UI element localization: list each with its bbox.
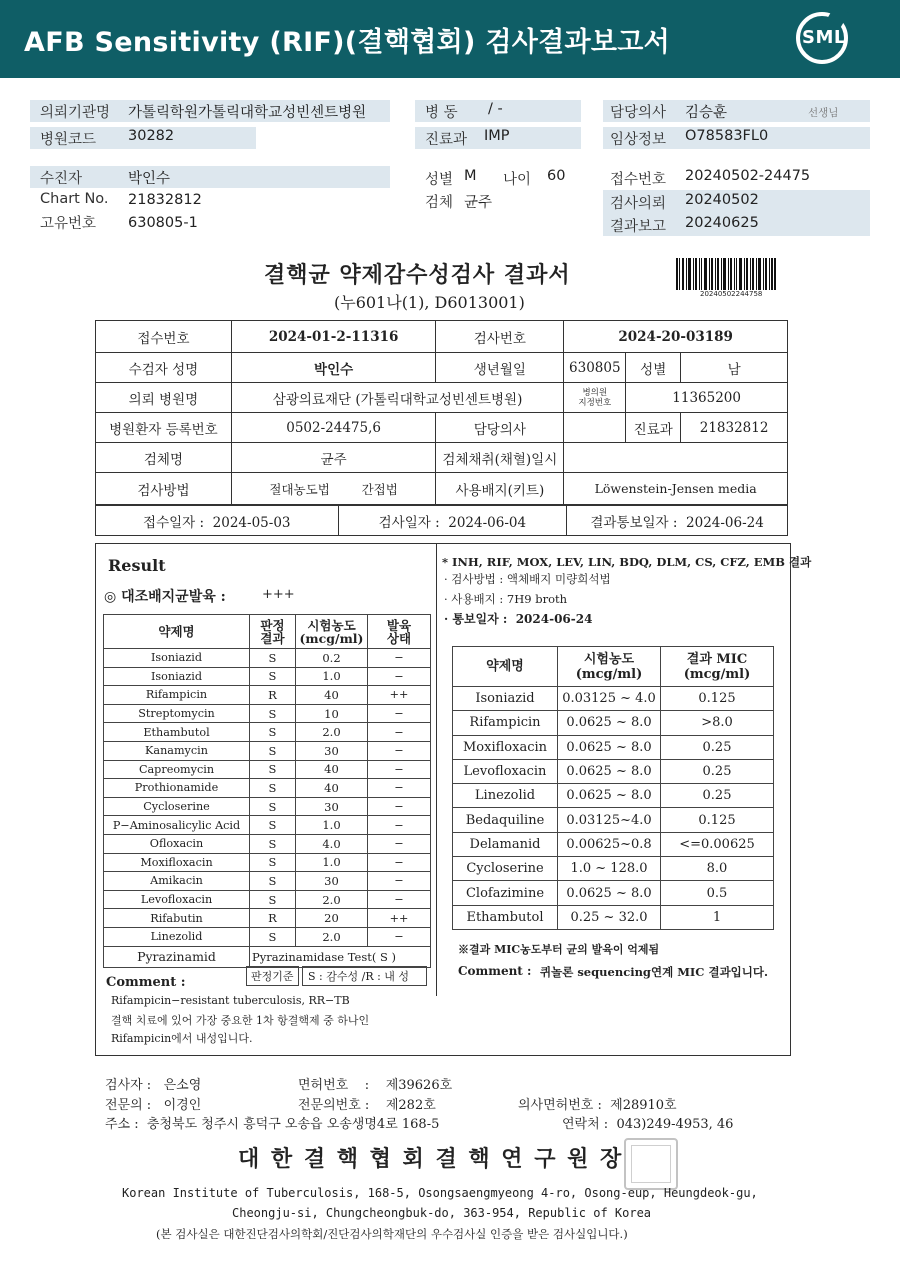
form-method-label: 검사방법: [96, 473, 232, 505]
drug-name: Capreomycin: [104, 760, 250, 779]
drug-row: [104, 741, 431, 760]
doctor-label: 담당의사: [610, 105, 667, 121]
drug-name: Rifampicin: [104, 686, 250, 705]
institution-label: 의뢰기관명: [40, 105, 111, 121]
mic-result: >8.0: [661, 711, 774, 735]
form-receipt-label: 접수번호: [96, 321, 232, 353]
form-name-label: 수검자 성명: [96, 353, 232, 383]
drug-concentration: 1.0: [296, 816, 368, 835]
drug-judgement: S: [250, 890, 296, 909]
drug-name: Isoniazid: [104, 667, 250, 686]
specialist-number: 전문의번호 : 제282호: [298, 1098, 436, 1113]
drug-growth: −: [368, 704, 431, 723]
drug-name: Ethambutol: [104, 723, 250, 742]
drug-judgement: S: [250, 667, 296, 686]
ward-label: 병 동: [425, 105, 458, 121]
drug-row: [104, 872, 431, 891]
receipt-value: 20240502-24475: [685, 168, 811, 184]
logo-text: SML: [802, 27, 846, 48]
drug-row: [104, 909, 431, 928]
drug-row: [104, 816, 431, 835]
form-reg-value: 0502-24475,6: [231, 413, 436, 443]
institute-english-2: Cheongju-si, Chungcheongbuk-do, 363-954, Republic of Korea: [232, 1206, 652, 1220]
form-exam-label: 검사번호: [436, 321, 564, 353]
specimen-label: 검체: [425, 195, 454, 211]
official-seal-icon: [624, 1138, 678, 1190]
chart-value: 21832812: [128, 192, 202, 208]
drug-growth: −: [368, 816, 431, 835]
mic-drug-name: Clofazimine: [453, 881, 558, 905]
clinical-label: 임상정보: [610, 132, 667, 148]
institute-korean: 대 한 결 핵 협 회 결 핵 연 구 원 장: [238, 1146, 624, 1172]
drug-judgement: R: [250, 909, 296, 928]
drug-concentration: 30: [296, 741, 368, 760]
drug-concentration: 40: [296, 779, 368, 798]
barcode-icon: [676, 258, 776, 290]
drug-growth: −: [368, 741, 431, 760]
drug-row: [104, 927, 431, 946]
mic-drug-name: Linezolid: [453, 784, 558, 808]
mic-test-range: 0.0625 ~ 8.0: [558, 711, 661, 735]
report-title: AFB Sensitivity (RIF)(결핵협회) 검사결과보고서: [24, 27, 670, 58]
unique-value: 630805-1: [128, 215, 198, 231]
drug-concentration: 30: [296, 872, 368, 891]
drug-table-header: 약제명 판정 결과 시험농도 (mcg/ml) 발육 상태: [104, 615, 431, 649]
drug-judgement: R: [250, 686, 296, 705]
mic-test-range: 0.0625 ~ 8.0: [558, 759, 661, 783]
mic-drug-name: Ethambutol: [453, 905, 558, 929]
specialist: 전문의 : 이경인: [105, 1098, 202, 1113]
institution-value: 가톨릭학원가톨릭대학교성빈센트병원: [128, 105, 367, 121]
chart-label: Chart No.: [40, 191, 109, 207]
drug-row: [104, 649, 431, 668]
mic-result: 0.25: [661, 784, 774, 808]
drug-growth: −: [368, 890, 431, 909]
sml-logo: [796, 12, 852, 68]
comment-line-1: Rifampicin−resistant tuberculosis, RR−TB: [111, 994, 350, 1007]
mic-test-range: 0.0625 ~ 8.0: [558, 881, 661, 905]
mic-result: 0.25: [661, 759, 774, 783]
drug-growth: ++: [368, 686, 431, 705]
drug-judgement: S: [250, 927, 296, 946]
drug-name: Isoniazid: [104, 649, 250, 668]
drug-judgement: S: [250, 853, 296, 872]
comment-label: Comment :: [106, 975, 186, 990]
drug-judgement: S: [250, 723, 296, 742]
drug-row: [104, 760, 431, 779]
drug-susceptibility-table: [103, 614, 431, 968]
drug-growth: −: [368, 649, 431, 668]
growth-value: +++: [262, 587, 295, 602]
drug-concentration: 2.0: [296, 723, 368, 742]
drug-judgement: S: [250, 872, 296, 891]
drug-judgement: S: [250, 779, 296, 798]
specimen-value: 균주: [464, 195, 493, 211]
mic-drug-name: Cycloserine: [453, 857, 558, 881]
drug-concentration: 2.0: [296, 890, 368, 909]
certification-note: (본 검사실은 대한진단검사의학회/진단검사의학재단의 우수검사실 인증을 받은 검사실입니다.): [156, 1227, 628, 1241]
form-doctor-value: [564, 413, 626, 443]
doctor-title: 선생님: [808, 107, 839, 119]
drug-row: [104, 797, 431, 816]
drug-judgement: S: [250, 704, 296, 723]
drug-growth: −: [368, 779, 431, 798]
receipt-label: 접수번호: [610, 172, 667, 188]
drug-row: [104, 890, 431, 909]
mic-test-range: 0.03125 ~ 4.0: [558, 687, 661, 711]
mic-row: [453, 687, 774, 711]
drug-concentration: 1.0: [296, 667, 368, 686]
drug-judgement: S: [250, 834, 296, 853]
criteria-label: 판정기준: [246, 966, 299, 986]
form-specimen-value: 균주: [231, 443, 436, 473]
drug-growth: −: [368, 927, 431, 946]
mic-drug-name: Bedaquiline: [453, 808, 558, 832]
mic-test-range: 0.0625 ~ 8.0: [558, 784, 661, 808]
drug-growth: −: [368, 797, 431, 816]
doctor-license: 의사면허번호 : 제28910호: [518, 1098, 677, 1113]
mic-table-header: 약제명 시험농도 (mcg/ml) 결과 MIC (mcg/ml): [453, 647, 774, 687]
form-collect-value: [564, 443, 788, 473]
request-label: 검사의뢰: [610, 196, 667, 212]
form-receipt-value: 2024-01-2-11316: [231, 321, 436, 353]
drug-name: Kanamycin: [104, 741, 250, 760]
mic-test-range: 0.0625 ~ 8.0: [558, 735, 661, 759]
form-designated-label: 병의원 지정번호: [564, 383, 626, 413]
form-reg-label: 병원환자 등록번호: [96, 413, 232, 443]
mic-drug-name: Delamanid: [453, 832, 558, 856]
date-row-table: [95, 505, 788, 536]
drug-concentration: 4.0: [296, 834, 368, 853]
drug-growth: −: [368, 853, 431, 872]
mic-drug-name: Rifampicin: [453, 711, 558, 735]
mic-drug-name: Levofloxacin: [453, 759, 558, 783]
dept-label: 진료과: [425, 132, 468, 148]
mic-result: 0.25: [661, 735, 774, 759]
drug-concentration: 0.2: [296, 649, 368, 668]
hospital-code-value: 30282: [128, 128, 175, 144]
result-title: Result: [108, 556, 166, 575]
comment-line-2: 결핵 치료에 있어 가장 중요한 1차 항결핵제 중 하나인: [111, 1014, 370, 1027]
age-value: 60: [547, 168, 566, 184]
drug-growth: −: [368, 760, 431, 779]
drug-row: [104, 723, 431, 742]
mic-test-range: 0.00625~0.8: [558, 832, 661, 856]
criteria-value: S : 감수성 /R : 내 성: [302, 966, 427, 986]
form-media-label: 사용배지(키트): [436, 473, 564, 505]
mic-table: [452, 646, 774, 930]
pza-name: Pyrazinamid: [104, 946, 250, 967]
drug-growth: −: [368, 872, 431, 891]
report-value: 20240625: [685, 215, 759, 231]
drug-name: P−Aminosalicylic Acid: [104, 816, 250, 835]
drug-judgement: S: [250, 741, 296, 760]
form-doctor-label: 담당의사: [436, 413, 564, 443]
drug-growth: ++: [368, 909, 431, 928]
drug-name: Ofloxacin: [104, 834, 250, 853]
form-sex-label: 성별: [626, 353, 681, 383]
form-method-value: 절대농도법 간접법: [231, 473, 436, 505]
form-dept-value: 21832812: [681, 413, 788, 443]
mic-notice: · 통보일자 : 2024-06-24: [444, 612, 593, 626]
doc-title: 결핵균 약제감수성검사 결과서: [264, 262, 571, 288]
mic-row: [453, 808, 774, 832]
patient-label: 수진자: [40, 171, 83, 187]
form-media-value: Löwenstein-Jensen media: [564, 473, 788, 505]
unique-label: 고유번호: [40, 216, 97, 232]
drug-name: Streptomycin: [104, 704, 250, 723]
mic-result: <=0.00625: [661, 832, 774, 856]
drug-name: Moxifloxacin: [104, 853, 250, 872]
drug-name: Prothionamide: [104, 779, 250, 798]
clinical-value: O78583FL0: [685, 128, 769, 144]
mic-comment-label: Comment :: [458, 964, 532, 978]
mic-note: ※결과 MIC농도부터 균의 발육이 억제됨: [458, 943, 660, 956]
drug-name: Cycloserine: [104, 797, 250, 816]
drug-row: [104, 686, 431, 705]
sex-value: M: [464, 168, 477, 184]
form-exam-date: 검사일자 : 2024-06-04: [338, 506, 567, 536]
mic-drug-list: * INH, RIF, MOX, LEV, LIN, BDQ, DLM, CS, CFZ, EMB 결과: [442, 555, 812, 569]
form-hospital-value: 삼광의료재단 (가톨릭대학교성빈센트병원): [231, 383, 563, 413]
mic-drug-name: Isoniazid: [453, 687, 558, 711]
drug-row: [104, 667, 431, 686]
drug-concentration: 40: [296, 760, 368, 779]
request-form-table: [95, 320, 788, 505]
form-designated-value: 11365200: [626, 383, 788, 413]
tester: 검사자 : 은소영: [105, 1078, 202, 1093]
report-label: 결과보고: [610, 219, 667, 235]
pza-result: Pyrazinamidase Test( S ): [250, 946, 431, 967]
drug-name: Amikacin: [104, 872, 250, 891]
drug-growth: −: [368, 667, 431, 686]
mic-result: 0.5: [661, 881, 774, 905]
drug-judgement: S: [250, 760, 296, 779]
drug-judgement: S: [250, 816, 296, 835]
doctor-value: 김승훈: [685, 105, 728, 121]
mic-row: [453, 784, 774, 808]
mic-row: [453, 905, 774, 929]
mic-result: 1: [661, 905, 774, 929]
form-hospital-label: 의뢰 병원명: [96, 383, 232, 413]
comment-line-3: Rifampicin에서 내성입니다.: [111, 1032, 253, 1045]
mic-result: 8.0: [661, 857, 774, 881]
form-receipt-date: 접수일자 : 2024-05-03: [96, 506, 339, 536]
address: 주소 : 충청북도 청주시 흥덕구 오송읍 오송생명4로 168-5: [105, 1117, 440, 1132]
drug-concentration: 10: [296, 704, 368, 723]
mic-row: [453, 857, 774, 881]
mic-comment: 퀴놀론 sequencing연계 MIC 결과입니다.: [540, 965, 769, 979]
mic-row: [453, 711, 774, 735]
mic-row: [453, 832, 774, 856]
form-dept-label: 진료과: [626, 413, 681, 443]
growth-label: ◎ 대조배지균발육 :: [104, 589, 226, 605]
drug-name: Levofloxacin: [104, 890, 250, 909]
form-birth-value: 630805: [564, 353, 626, 383]
institute-english-1: Korean Institute of Tuberculosis, 168-5, Osongsaengmyeong 4-ro, Osong-eup, Heungdeok-gu,: [122, 1186, 758, 1200]
drug-judgement: S: [250, 649, 296, 668]
tester-license: 면허번호 : 제39626호: [298, 1078, 453, 1093]
mic-test-range: 0.03125~4.0: [558, 808, 661, 832]
request-value: 20240502: [685, 192, 759, 208]
drug-concentration: 2.0: [296, 927, 368, 946]
form-name-value: 박인수: [231, 353, 436, 383]
mic-media: · 사용배지 : 7H9 broth: [444, 592, 568, 606]
mic-row: [453, 735, 774, 759]
mic-row: [453, 759, 774, 783]
drug-name: Linezolid: [104, 927, 250, 946]
drug-row: [104, 834, 431, 853]
drug-concentration: 20: [296, 909, 368, 928]
form-specimen-label: 검체명: [96, 443, 232, 473]
patient-value: 박인수: [128, 171, 171, 187]
sex-label: 성별: [425, 172, 454, 188]
ward-value: / -: [488, 101, 503, 117]
drug-judgement: S: [250, 797, 296, 816]
mic-result: 0.125: [661, 808, 774, 832]
mic-result: 0.125: [661, 687, 774, 711]
form-notice-date: 결과통보일자 : 2024-06-24: [567, 506, 788, 536]
drug-concentration: 40: [296, 686, 368, 705]
drug-row: [104, 704, 431, 723]
doc-subtitle: (누601나(1), D6013001): [334, 293, 525, 312]
mic-row: [453, 881, 774, 905]
hospital-code-label: 병원코드: [40, 132, 97, 148]
mic-method: · 검사방법 : 액체배지 미량희석법: [444, 572, 611, 586]
mic-test-range: 1.0 ~ 128.0: [558, 857, 661, 881]
drug-row: [104, 853, 431, 872]
form-birth-label: 생년월일: [436, 353, 564, 383]
drug-row: [104, 779, 431, 798]
drug-concentration: 30: [296, 797, 368, 816]
barcode-number: 20240502244758: [700, 290, 763, 298]
age-label: 나이: [503, 172, 532, 188]
form-exam-value: 2024-20-03189: [564, 321, 788, 353]
contact: 연락처 : 043)249-4953, 46: [562, 1117, 734, 1132]
drug-concentration: 1.0: [296, 853, 368, 872]
dept-value: IMP: [484, 128, 510, 144]
form-sex-value: 남: [681, 353, 788, 383]
form-collect-label: 검체채취(채혈)일시: [436, 443, 564, 473]
mic-test-range: 0.25 ~ 32.0: [558, 905, 661, 929]
drug-growth: −: [368, 723, 431, 742]
drug-name: Rifabutin: [104, 909, 250, 928]
mic-drug-name: Moxifloxacin: [453, 735, 558, 759]
drug-growth: −: [368, 834, 431, 853]
